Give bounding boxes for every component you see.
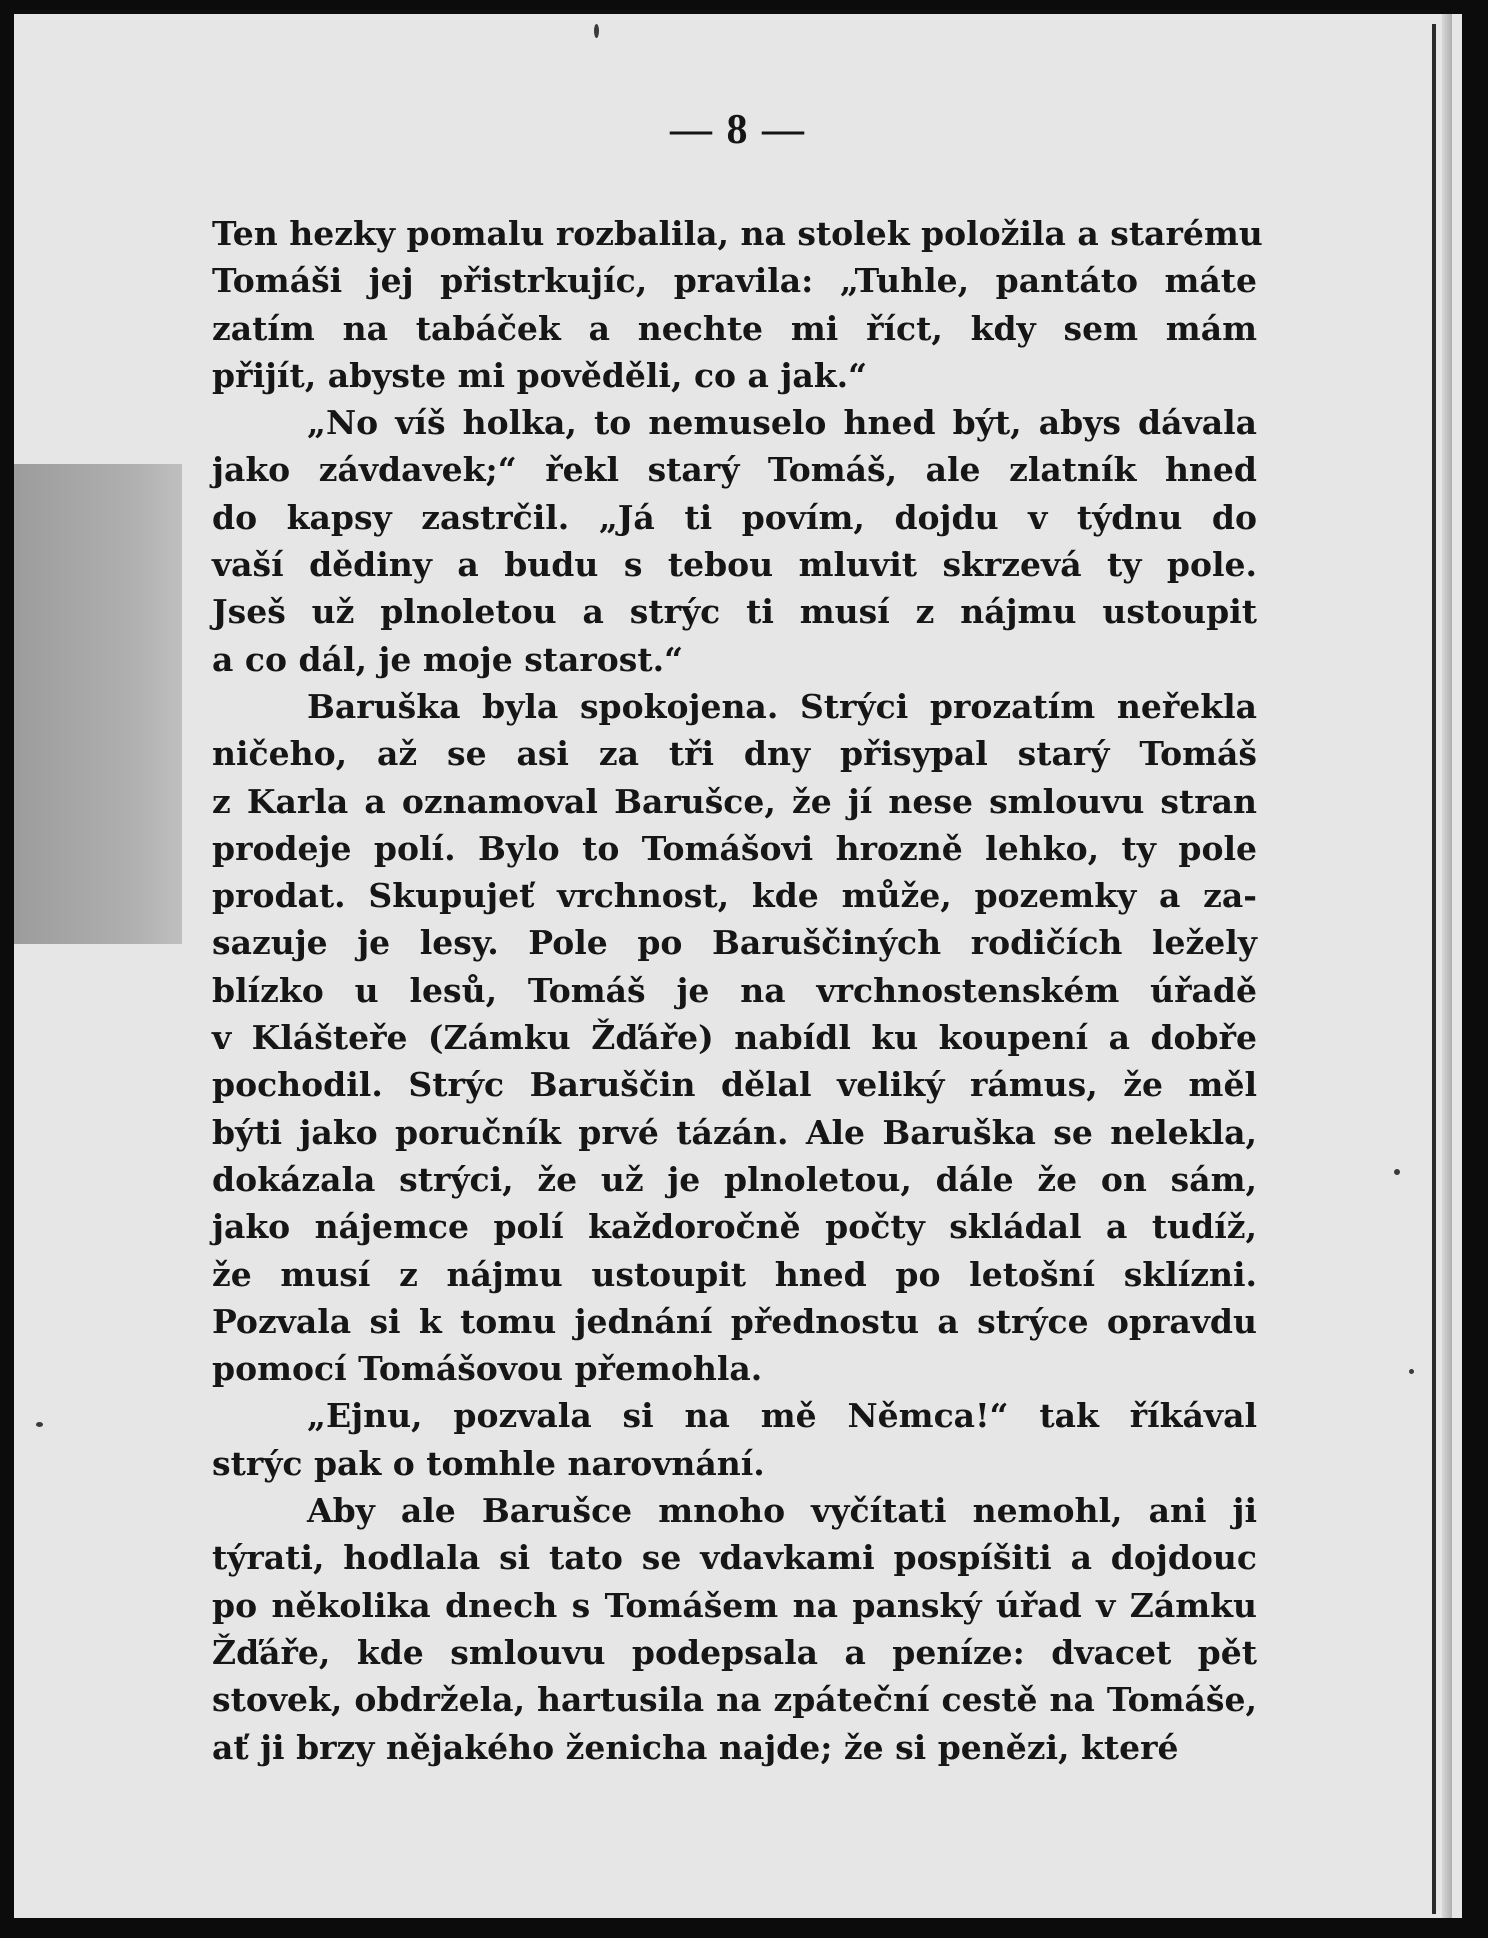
text-line: zatím na tabáček a nechte mi říct, kdy sem mám bbox=[212, 308, 1257, 348]
scan-speck bbox=[1409, 1369, 1414, 1374]
text-line: strýc pak o tomhle narovnání. bbox=[212, 1443, 765, 1483]
text-line: Aby ale Barušce mnoho vyčítati nemohl, ani ji bbox=[307, 1491, 1257, 1531]
text-line: týrati, hodlala si tato se vdavkami pospíšiti a dojdouc bbox=[212, 1538, 1257, 1578]
text-line: po několika dnech s Tomášem na panský úřad v Zámku bbox=[212, 1585, 1257, 1625]
page-edge bbox=[1442, 14, 1452, 1918]
text-line: jako nájemce polí každoročně počty skládal a tudíž, bbox=[212, 1207, 1257, 1247]
text-line: stovek, obdržela, hartusila na zpáteční cestě na Tomáše, bbox=[212, 1680, 1257, 1720]
text-line: Pozvala si k tomu jednání přednostu a strýce opravdu bbox=[212, 1301, 1257, 1341]
text-line: že musí z nájmu ustoupit hned po letošní sklízni. bbox=[212, 1254, 1257, 1294]
scan-speck bbox=[1394, 1169, 1400, 1175]
body-text bbox=[212, 210, 1263, 1771]
text-line: z Karla a oznamoval Barušce, že jí nese smlouvu stran bbox=[212, 781, 1257, 821]
text-line: přijít, abyste mi pověděli, co a jak.“ bbox=[212, 355, 868, 395]
text-line: blízko u lesů, Tomáš je na vrchnostenském úřadě bbox=[212, 970, 1257, 1010]
text-line: a co dál, je moje starost.“ bbox=[212, 639, 684, 679]
text-line: prodat. Skupujeť vrchnost, kde může, pozemky a za- bbox=[212, 876, 1257, 916]
text-line: dokázala strýci, že už je plnoletou, dále že on sám, bbox=[212, 1159, 1257, 1199]
text-line: Baruška byla spokojena. Strýci prozatím neřekla bbox=[307, 686, 1257, 726]
text-line: do kapsy zastrčil. „Já ti povím, dojdu v týdnu do bbox=[212, 497, 1257, 537]
text-line: ničeho, až se asi za tři dny přisypal starý Tomáš bbox=[212, 734, 1257, 774]
text-line: Žďáře, kde smlouvu podepsala a peníze: dvacet pět bbox=[212, 1632, 1257, 1672]
page-edge-line bbox=[1432, 24, 1436, 1914]
text-line: Jseš už plnoletou a strýc ti musí z nájmu ustoupit bbox=[212, 592, 1257, 632]
text-line: pomocí Tomášovou přemohla. bbox=[212, 1349, 763, 1389]
text-line: „Ejnu, pozvala si na mě Němca!“ tak říkával bbox=[307, 1396, 1257, 1436]
book-page bbox=[14, 14, 1462, 1918]
text-line: jako závdavek;“ řekl starý Tomáš, ale zlatník hned bbox=[212, 450, 1257, 490]
text-line: sazuje je lesy. Pole po Baruščiných rodičích ležely bbox=[212, 923, 1257, 963]
text-line: prodeje polí. Bylo to Tomášovi hrozně lehko, ty pole bbox=[212, 828, 1257, 868]
text-line: ať ji brzy nějakého ženicha najde; že si penězi, které bbox=[212, 1727, 1179, 1767]
text-line: býti jako poručník prvé tázán. Ale Baruška se nelekla, bbox=[212, 1112, 1257, 1152]
text-line: Ten hezky pomalu rozbalila, na stolek položila a starému bbox=[212, 214, 1263, 253]
text-line: vaší dědiny a budu s tebou mluvit skrzevá ty pole. bbox=[212, 545, 1257, 585]
scan-speck bbox=[594, 24, 599, 38]
scan-shadow bbox=[14, 464, 182, 944]
page-number: — 8 — bbox=[670, 107, 806, 153]
text-line: pochodil. Strýc Baruščin dělal veliký rámus, že měl bbox=[212, 1065, 1257, 1105]
text-line: Tomáši jej přistrkujíc, pravila: „Tuhle, pantáto máte bbox=[212, 261, 1257, 301]
text-line: v Klášteře (Zámku Žďáře) nabídl ku koupení a dobře bbox=[212, 1018, 1257, 1058]
scan-speck bbox=[36, 1422, 43, 1427]
text-line: „No víš holka, to nemuselo hned být, abys dávala bbox=[307, 403, 1257, 443]
